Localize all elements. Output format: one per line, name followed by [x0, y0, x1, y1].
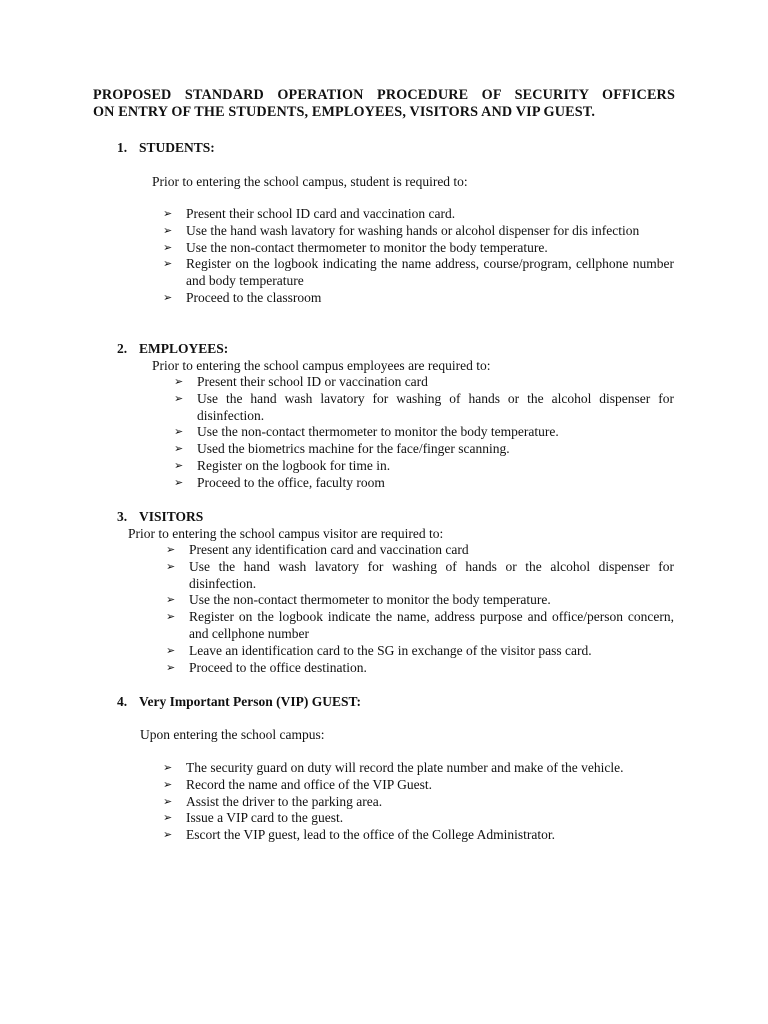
title-line-1: PROPOSED STANDARD OPERATION PROCEDURE OF SECURITY OFFICERS [93, 87, 675, 103]
section-heading-employees [117, 340, 228, 357]
arrowhead-bullet-icon: ➢ [174, 375, 184, 388]
list-item: ➢ Issue a VIP card to the guest. [163, 810, 344, 826]
section-intro-employees: Prior to entering the school campus employees are required to: [152, 358, 491, 373]
section-title: VISITORS [139, 509, 204, 524]
list-item: ➢ Use the non-contact thermometer to monitor the body temperature. [174, 424, 559, 440]
section-intro-visitors: Prior to entering the school campus visitor are required to: [128, 526, 444, 541]
list-item: ➢ Present any identification card and vaccination card [166, 542, 469, 557]
list-item: ➢ Proceed to the office destination. [166, 659, 367, 675]
section-heading-visitors [117, 508, 203, 525]
arrowhead-bullet-icon: ➢ [166, 643, 176, 657]
list-item: ➢ The security guard on duty will record the plate number and make of the vehicle. [163, 760, 624, 775]
list-item: ➢ Use the hand wash lavatory for washing of hands or the alcohol dispenser for disinfection. [166, 558, 674, 591]
arrowhead-bullet-icon: ➢ [166, 660, 176, 674]
arrowhead-bullet-icon: ➢ [166, 593, 176, 607]
employees-list [174, 374, 674, 492]
list-item: ➢ Register on the logbook indicating the name address, course/program, cellphone number and body temperature [163, 256, 674, 289]
arrowhead-bullet-icon: ➢ [163, 794, 173, 808]
arrowhead-bullet-icon: ➢ [163, 777, 173, 791]
section-number: 1. [117, 140, 128, 155]
list-item: ➢ Escort the VIP guest, lead to the office of the College Administrator. [163, 827, 556, 843]
list-item: ➢ Proceed to the classroom [163, 289, 322, 305]
vip-guest-list [163, 760, 674, 844]
list-item: ➢ Proceed to the office, faculty room [174, 474, 385, 490]
list-item: ➢ Leave an identification card to the SG in exchange of the visitor pass card. [166, 642, 592, 658]
arrowhead-bullet-icon: ➢ [163, 207, 173, 220]
section-intro-students: Prior to entering the school campus, student is required to: [152, 174, 468, 189]
arrowhead-bullet-icon: ➢ [163, 240, 173, 254]
arrowhead-bullet-icon: ➢ [163, 828, 173, 842]
section-number: 4. [117, 694, 128, 709]
list-item: ➢ Record the name and office of the VIP Guest. [163, 776, 433, 792]
section-title: STUDENTS: [139, 140, 215, 155]
arrowhead-bullet-icon: ➢ [163, 811, 173, 825]
students-list [163, 206, 674, 307]
section-title: Very Important Person (VIP) GUEST: [139, 694, 361, 709]
arrowhead-bullet-icon: ➢ [174, 391, 184, 405]
list-item: ➢ Register on the logbook for time in. [174, 457, 391, 473]
arrowhead-bullet-icon: ➢ [166, 559, 176, 573]
visitors-list [166, 542, 674, 676]
list-item: ➢ Assist the driver to the parking area. [163, 793, 383, 809]
arrowhead-bullet-icon: ➢ [174, 458, 184, 472]
list-item: ➢ Present their school ID or vaccination card [174, 374, 428, 389]
arrowhead-bullet-icon: ➢ [163, 761, 173, 774]
section-intro-vip-guest: Upon entering the school campus: [140, 727, 325, 742]
title-line-2: ON ENTRY OF THE STUDENTS, EMPLOYEES, VISITORS AND VIP GUEST. [93, 104, 596, 120]
arrowhead-bullet-icon: ➢ [166, 543, 176, 556]
list-item: ➢ Used the biometrics machine for the face/finger scanning. [174, 441, 510, 457]
list-item: ➢ Use the non-contact thermometer to monitor the body temperature. [166, 592, 551, 608]
list-item: ➢ Use the hand wash lavatory for washing of hands or the alcohol dispenser for disinfection. [174, 390, 674, 423]
section-heading-vip-guest [117, 693, 361, 710]
arrowhead-bullet-icon: ➢ [174, 475, 184, 489]
arrowhead-bullet-icon: ➢ [166, 610, 176, 624]
arrowhead-bullet-icon: ➢ [163, 257, 173, 271]
section-number: 2. [117, 341, 128, 356]
arrowhead-bullet-icon: ➢ [174, 442, 184, 456]
arrowhead-bullet-icon: ➢ [163, 223, 173, 237]
arrowhead-bullet-icon: ➢ [163, 290, 173, 304]
arrowhead-bullet-icon: ➢ [174, 425, 184, 439]
list-item: ➢ Register on the logbook indicate the name, address purpose and office/person concern, and cellphone number [166, 609, 674, 641]
document-title [93, 87, 675, 121]
list-item: ➢ Use the non-contact thermometer to monitor the body temperature. [163, 239, 548, 255]
section-heading-students [117, 139, 215, 156]
section-title: EMPLOYEES: [139, 341, 229, 356]
section-number: 3. [117, 509, 128, 524]
list-item: ➢ Use the hand wash lavatory for washing hands or alcohol dispenser for dis infection [163, 222, 640, 238]
list-item: ➢ Present their school ID card and vaccination card. [163, 206, 456, 221]
